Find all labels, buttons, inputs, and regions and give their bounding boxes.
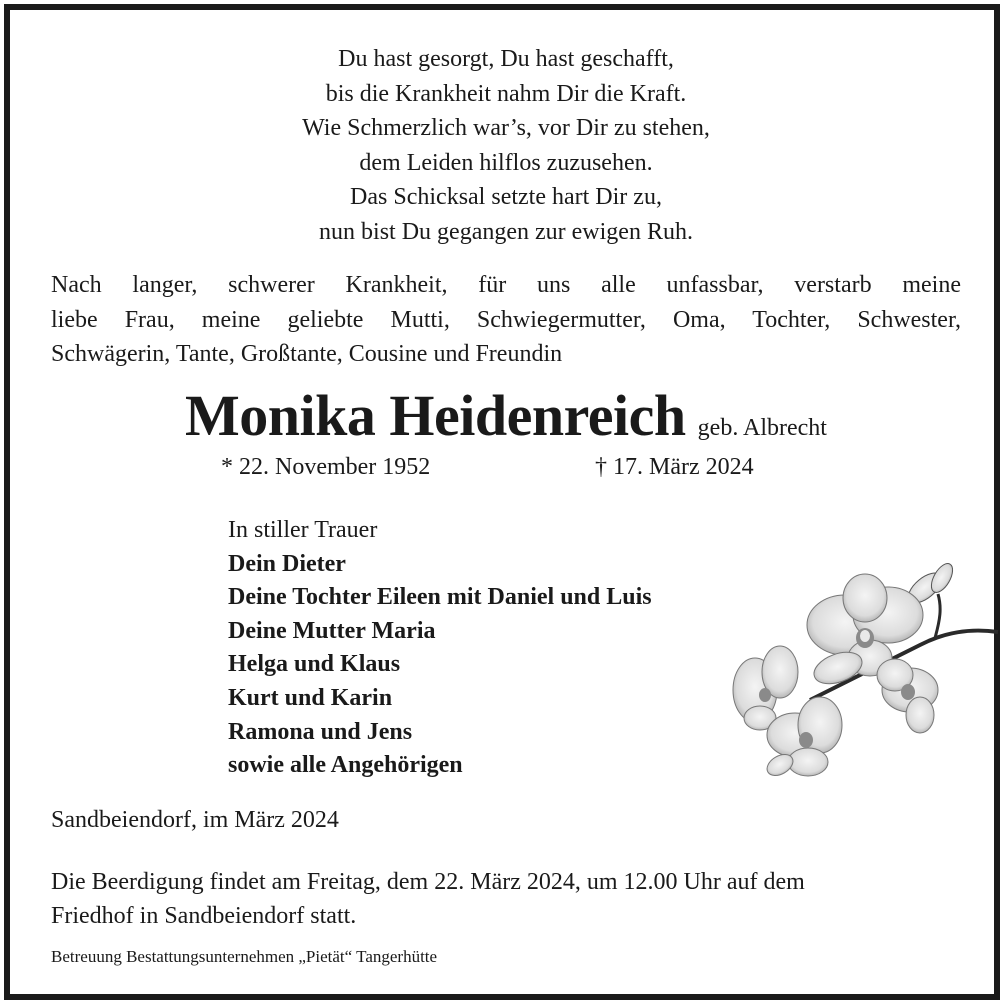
mourner: Kurt und Karin: [228, 684, 393, 711]
announcement-line: liebe Frau, meine geliebte Mutti, Schwiegermutter, Oma, Tochter, Schwester,: [51, 306, 961, 333]
obituary-frame: [4, 4, 1000, 1000]
mourner: Deine Mutter Maria: [228, 617, 436, 644]
poem-line: dem Leiden hilflos zuzusehen.: [359, 149, 653, 176]
mourner: Helga und Klaus: [228, 651, 401, 678]
deceased-name: Monika Heidenreich: [185, 383, 686, 448]
poem-line: Das Schicksal setzte hart Dir zu,: [350, 184, 662, 211]
mourner: Dein Dieter: [228, 550, 346, 577]
mourner: sowie alle Angehörigen: [228, 752, 463, 779]
announcement-line: Nach langer, schwerer Krankheit, für uns alle unfassbar, verstarb meine: [51, 272, 961, 298]
orchid-branch-image: [720, 550, 1000, 795]
mourner: Ramona und Jens: [228, 718, 413, 745]
mourners-lead: In stiller Trauer: [228, 517, 378, 543]
undertaker-note: Betreuung Bestattungsunternehmen „Pietät“ Tangerhütte: [51, 947, 438, 966]
poem-line: nun bist Du gegangen zur ewigen Ruh.: [319, 218, 693, 245]
funeral-notice: [51, 865, 971, 933]
poem-line: Du hast gesorgt, Du hast geschafft,: [338, 46, 674, 72]
mourner: Deine Tochter Eileen mit Daniel und Luis: [228, 584, 652, 611]
poem-line: Wie Schmerzlich war’s, vor Dir zu stehen,: [302, 115, 710, 142]
orchid-flower: [763, 697, 842, 780]
announcement-line: Schwägerin, Tante, Großtante, Cousine und Freundin: [51, 341, 563, 367]
orchid-flower: [877, 659, 938, 733]
deceased-name-row: [10, 382, 1000, 449]
poem-line: bis die Krankheit nahm Dir die Kraft.: [325, 80, 687, 107]
death-date: † 17. März 2024: [595, 454, 754, 480]
funeral-line: Friedhof in Sandbeiendorf statt.: [51, 903, 357, 929]
maiden-name: geb. Albrecht: [697, 415, 827, 441]
birth-date: * 22. November 1952: [221, 454, 431, 480]
poem: [10, 42, 1000, 250]
place-and-date: Sandbeiendorf, im März 2024: [51, 807, 339, 833]
mourners-list: [228, 514, 652, 783]
funeral-line: Die Beerdigung findet am Freitag, dem 22. März 2024, um 12.00 Uhr auf dem: [51, 869, 805, 895]
death-announcement: [51, 268, 961, 372]
